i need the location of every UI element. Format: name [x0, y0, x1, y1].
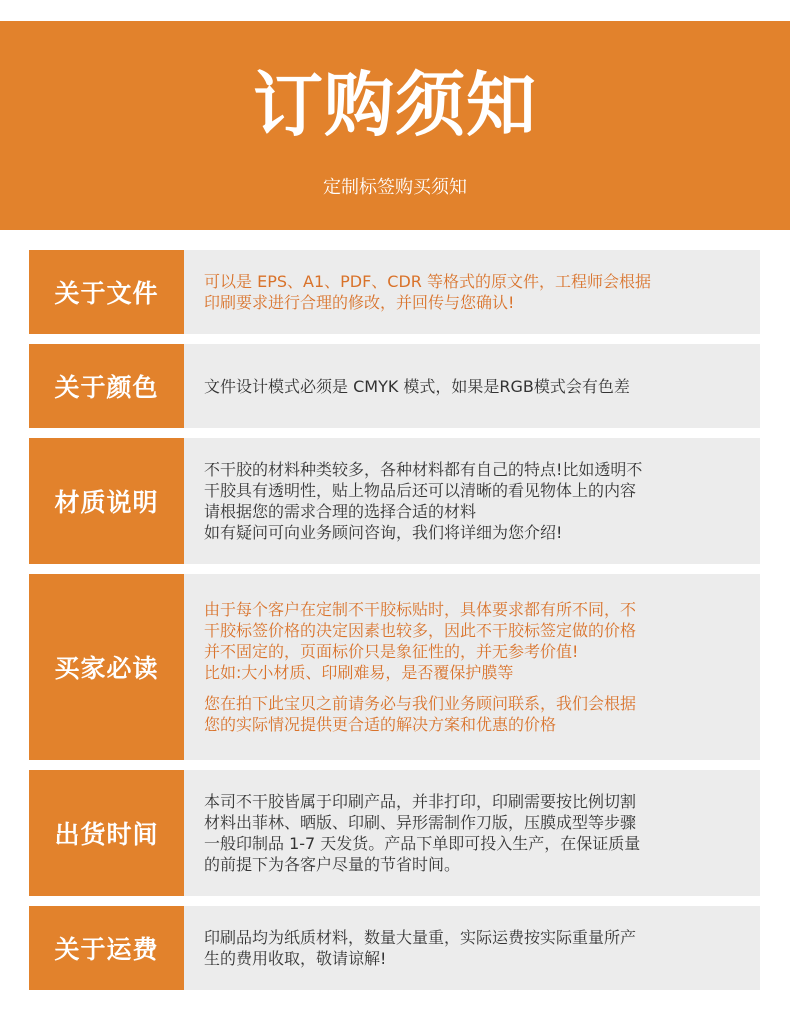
content-line: 不干胶的材料种类较多，各种材料都有自己的特点!比如透明不: [204, 460, 643, 479]
section-content: [184, 770, 760, 896]
content-line: 您的实际情况提供更合适的解决方案和优惠的价格: [204, 715, 557, 734]
section-label: 关于运费: [29, 906, 184, 990]
section-color: [29, 344, 760, 428]
section-file: [29, 250, 760, 334]
content-line: 并不固定的，页面标价只是象征性的，并无参考价值!: [204, 642, 579, 661]
header-banner: [0, 21, 790, 230]
section-material: [29, 438, 760, 564]
content-line: 的前提下为各客户尽量的节省时间。: [204, 855, 461, 874]
content-line: 请根据您的需求合理的选择合适的材料: [204, 502, 477, 521]
content-line: 干胶标签价格的决定因素也较多，因此不干胶标签定做的价格: [204, 621, 637, 640]
content-line: 印刷要求进行合理的修改，并回传与您确认!: [204, 293, 515, 312]
section-content: [184, 344, 760, 428]
content-line: 由于每个客户在定制不干胶标贴时，具体要求都有所不同，不: [204, 600, 637, 619]
content-line: 一般印制品 1-7 天发货。产品下单即可投入生产，在保证质量: [204, 834, 641, 853]
section-content: [184, 906, 760, 990]
content-line: 文件设计模式必须是 CMYK 模式，如果是RGB模式会有色差: [204, 376, 630, 396]
section-content: [184, 250, 760, 334]
content-line: 生的费用收取，敬请谅解!: [204, 949, 387, 968]
section-label: 关于颜色: [29, 344, 184, 428]
content-line: 可以是 EPS、A1、PDF、CDR 等格式的原文件，工程师会根据: [204, 272, 651, 291]
page-title: 订购须知: [253, 64, 537, 146]
section-buyer-notice: [29, 574, 760, 760]
content-line: 材料出菲林、晒版、印刷、异形需制作刀版，压膜成型等步骤: [204, 813, 637, 832]
content-line: 本司不干胶皆属于印刷产品，并非打印，印刷需要按比例切割: [204, 792, 637, 811]
content-line: 您在拍下此宝贝之前请务必与我们业务顾问联系，我们会根据: [204, 694, 637, 713]
section-label: 材质说明: [29, 438, 184, 564]
content-line: 比如:大小材质、印刷难易，是否覆保护膜等: [204, 663, 514, 682]
page-subtitle: 定制标签购买须知: [323, 177, 467, 198]
section-label: 出货时间: [29, 770, 184, 896]
section-label: 关于文件: [29, 250, 184, 334]
section-shipping-time: [29, 770, 760, 896]
content-line: 如有疑问可向业务顾问咨询，我们将详细为您介绍!: [204, 523, 563, 542]
section-freight: [29, 906, 760, 990]
section-label: 买家必读: [29, 574, 184, 760]
content-line: 干胶具有透明性，贴上物品后还可以清晰的看见物体上的内容: [204, 481, 637, 500]
section-content: [184, 574, 760, 760]
section-content: [184, 438, 760, 564]
content-line: 印刷品均为纸质材料，数量大量重，实际运费按实际重量所产: [204, 928, 637, 947]
